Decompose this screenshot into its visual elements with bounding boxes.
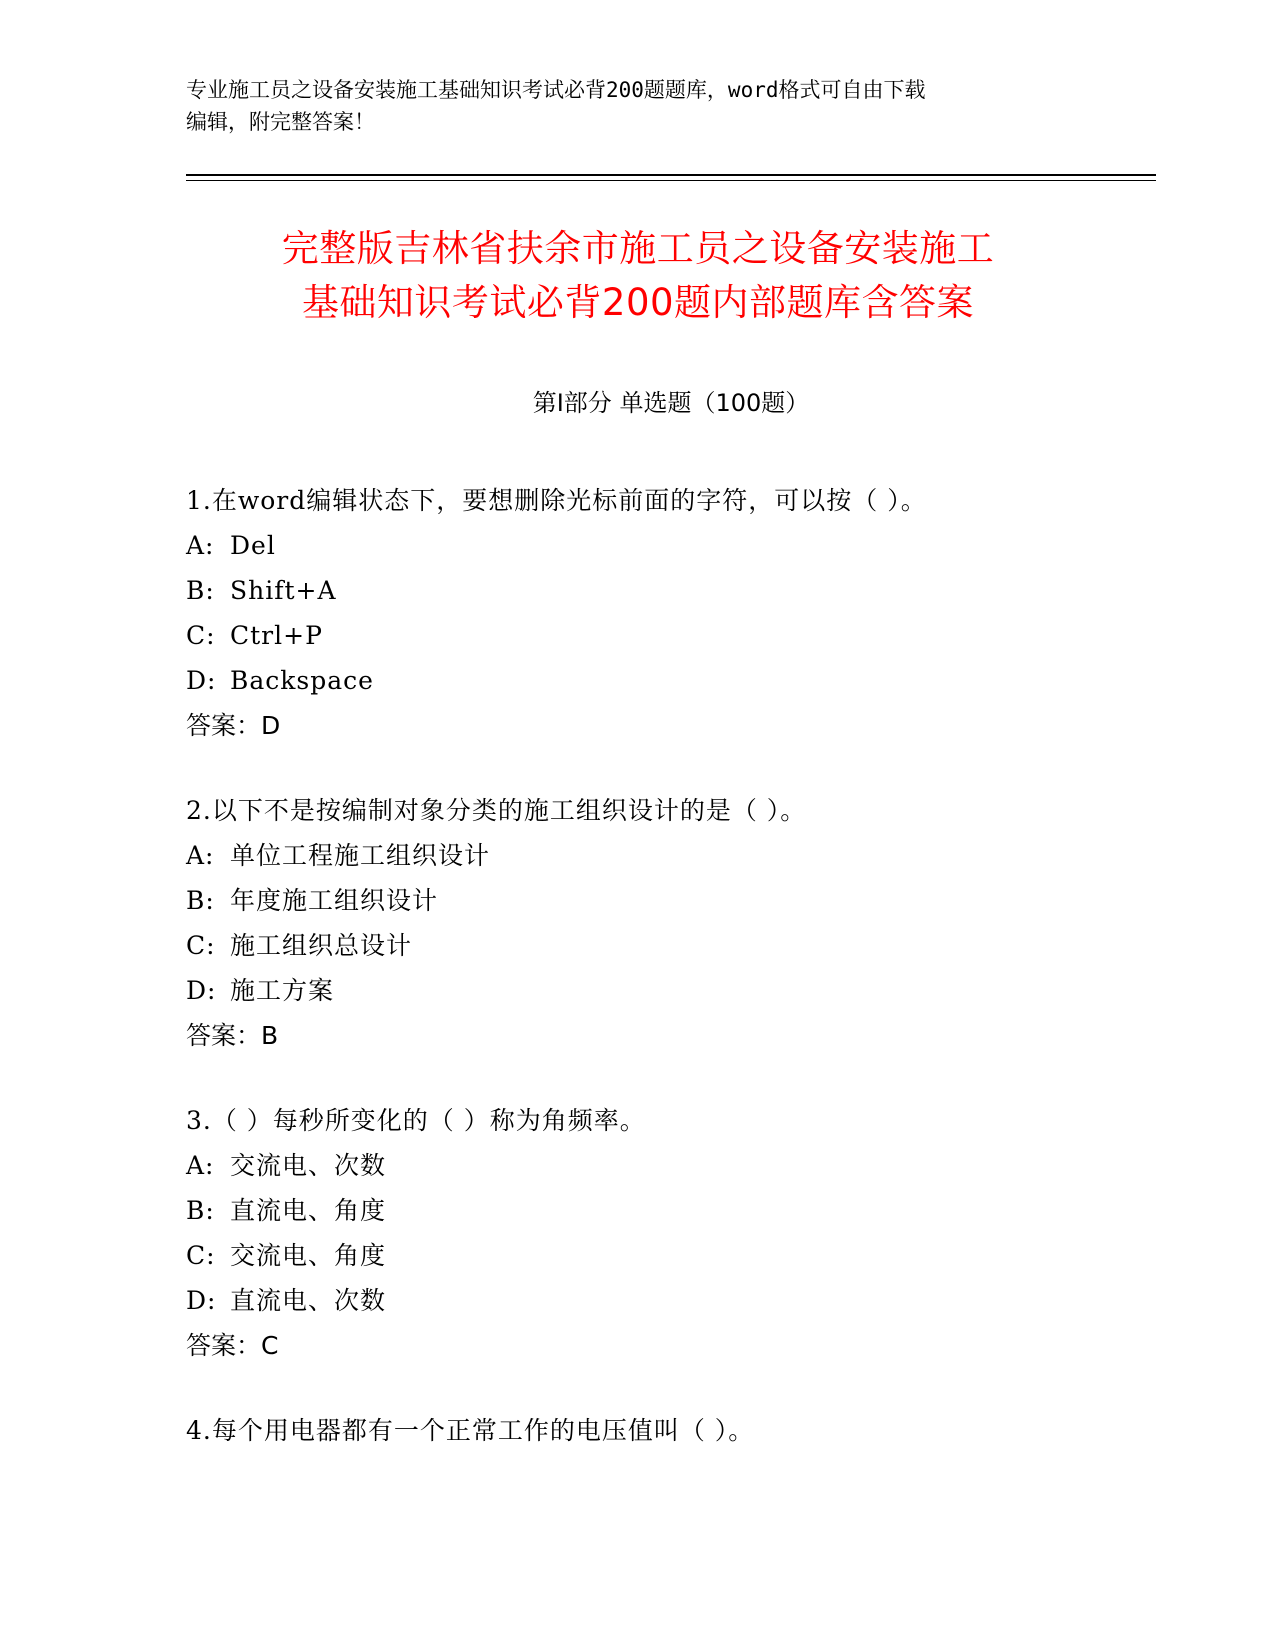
question-option-d xyxy=(186,658,1156,703)
question-answer: 答案：D xyxy=(186,711,281,740)
option-letter: A: xyxy=(186,1151,215,1180)
question-option-c xyxy=(186,923,1156,968)
option-text: 施工组织总设计 xyxy=(230,931,413,960)
question-item xyxy=(186,1098,1156,1368)
option-letter: C: xyxy=(186,1241,216,1270)
option-letter: A: xyxy=(186,531,215,560)
question-item xyxy=(186,1408,1156,1453)
question-option-b xyxy=(186,1188,1156,1233)
option-letter: B: xyxy=(186,1196,215,1225)
question-stem: 3.（ ）每秒所变化的（ ）称为角频率。 xyxy=(186,1106,646,1135)
option-text: 交流电、次数 xyxy=(230,1151,387,1180)
question-option-b xyxy=(186,878,1156,923)
option-text: Shift+A xyxy=(230,576,337,605)
option-letter: B: xyxy=(186,886,215,915)
header-rule-thin xyxy=(186,180,1156,181)
document-title-line-1: 完整版吉林省扶余市施工员之设备安装施工 xyxy=(281,227,995,270)
option-letter: C: xyxy=(186,621,216,650)
option-letter: D: xyxy=(186,976,217,1005)
option-letter: A: xyxy=(186,841,215,870)
question-option-a xyxy=(186,1143,1156,1188)
question-option-d xyxy=(186,968,1156,1013)
header-note-line-2: 编辑，附完整答案！ xyxy=(186,110,375,134)
option-text: 单位工程施工组织设计 xyxy=(230,841,491,870)
question-answer: 答案：C xyxy=(186,1331,279,1360)
option-text: 年度施工组织设计 xyxy=(230,886,439,915)
question-stem: 4.每个用电器都有一个正常工作的电压值叫（ ）。 xyxy=(186,1416,755,1445)
question-item xyxy=(186,478,1156,748)
header-rule-thick xyxy=(186,174,1156,176)
option-text: 施工方案 xyxy=(230,976,335,1005)
question-option-c xyxy=(186,613,1156,658)
option-text: 直流电、次数 xyxy=(230,1286,387,1315)
question-list xyxy=(186,478,1156,1493)
question-option-b xyxy=(186,568,1156,613)
option-letter: B: xyxy=(186,576,215,605)
section-heading: 第Ⅰ部分 单选题（100题） xyxy=(532,389,810,417)
document-title xyxy=(186,222,1090,330)
question-item xyxy=(186,788,1156,1058)
option-letter: D: xyxy=(186,666,217,695)
option-text: Ctrl+P xyxy=(230,621,323,650)
header-note xyxy=(186,74,1066,138)
option-text: 交流电、角度 xyxy=(230,1241,387,1270)
option-text: 直流电、角度 xyxy=(230,1196,387,1225)
question-option-a xyxy=(186,833,1156,878)
document-title-line-2: 基础知识考试必背200题内部题库含答案 xyxy=(301,281,975,324)
option-letter: D: xyxy=(186,1286,217,1315)
option-text: Backspace xyxy=(230,666,374,695)
header-note-line-1: 专业施工员之设备安装施工基础知识考试必背200题题库，word格式可自由下载 xyxy=(186,78,926,102)
question-stem: 1.在word编辑状态下，要想删除光标前面的字符，可以按（ ）。 xyxy=(186,486,927,515)
question-answer: 答案：B xyxy=(186,1021,279,1050)
option-text: Del xyxy=(230,531,276,560)
question-option-d xyxy=(186,1278,1156,1323)
question-option-c xyxy=(186,1233,1156,1278)
question-option-a xyxy=(186,523,1156,568)
option-letter: C: xyxy=(186,931,216,960)
question-stem: 2.以下不是按编制对象分类的施工组织设计的是（ ）。 xyxy=(186,796,807,825)
